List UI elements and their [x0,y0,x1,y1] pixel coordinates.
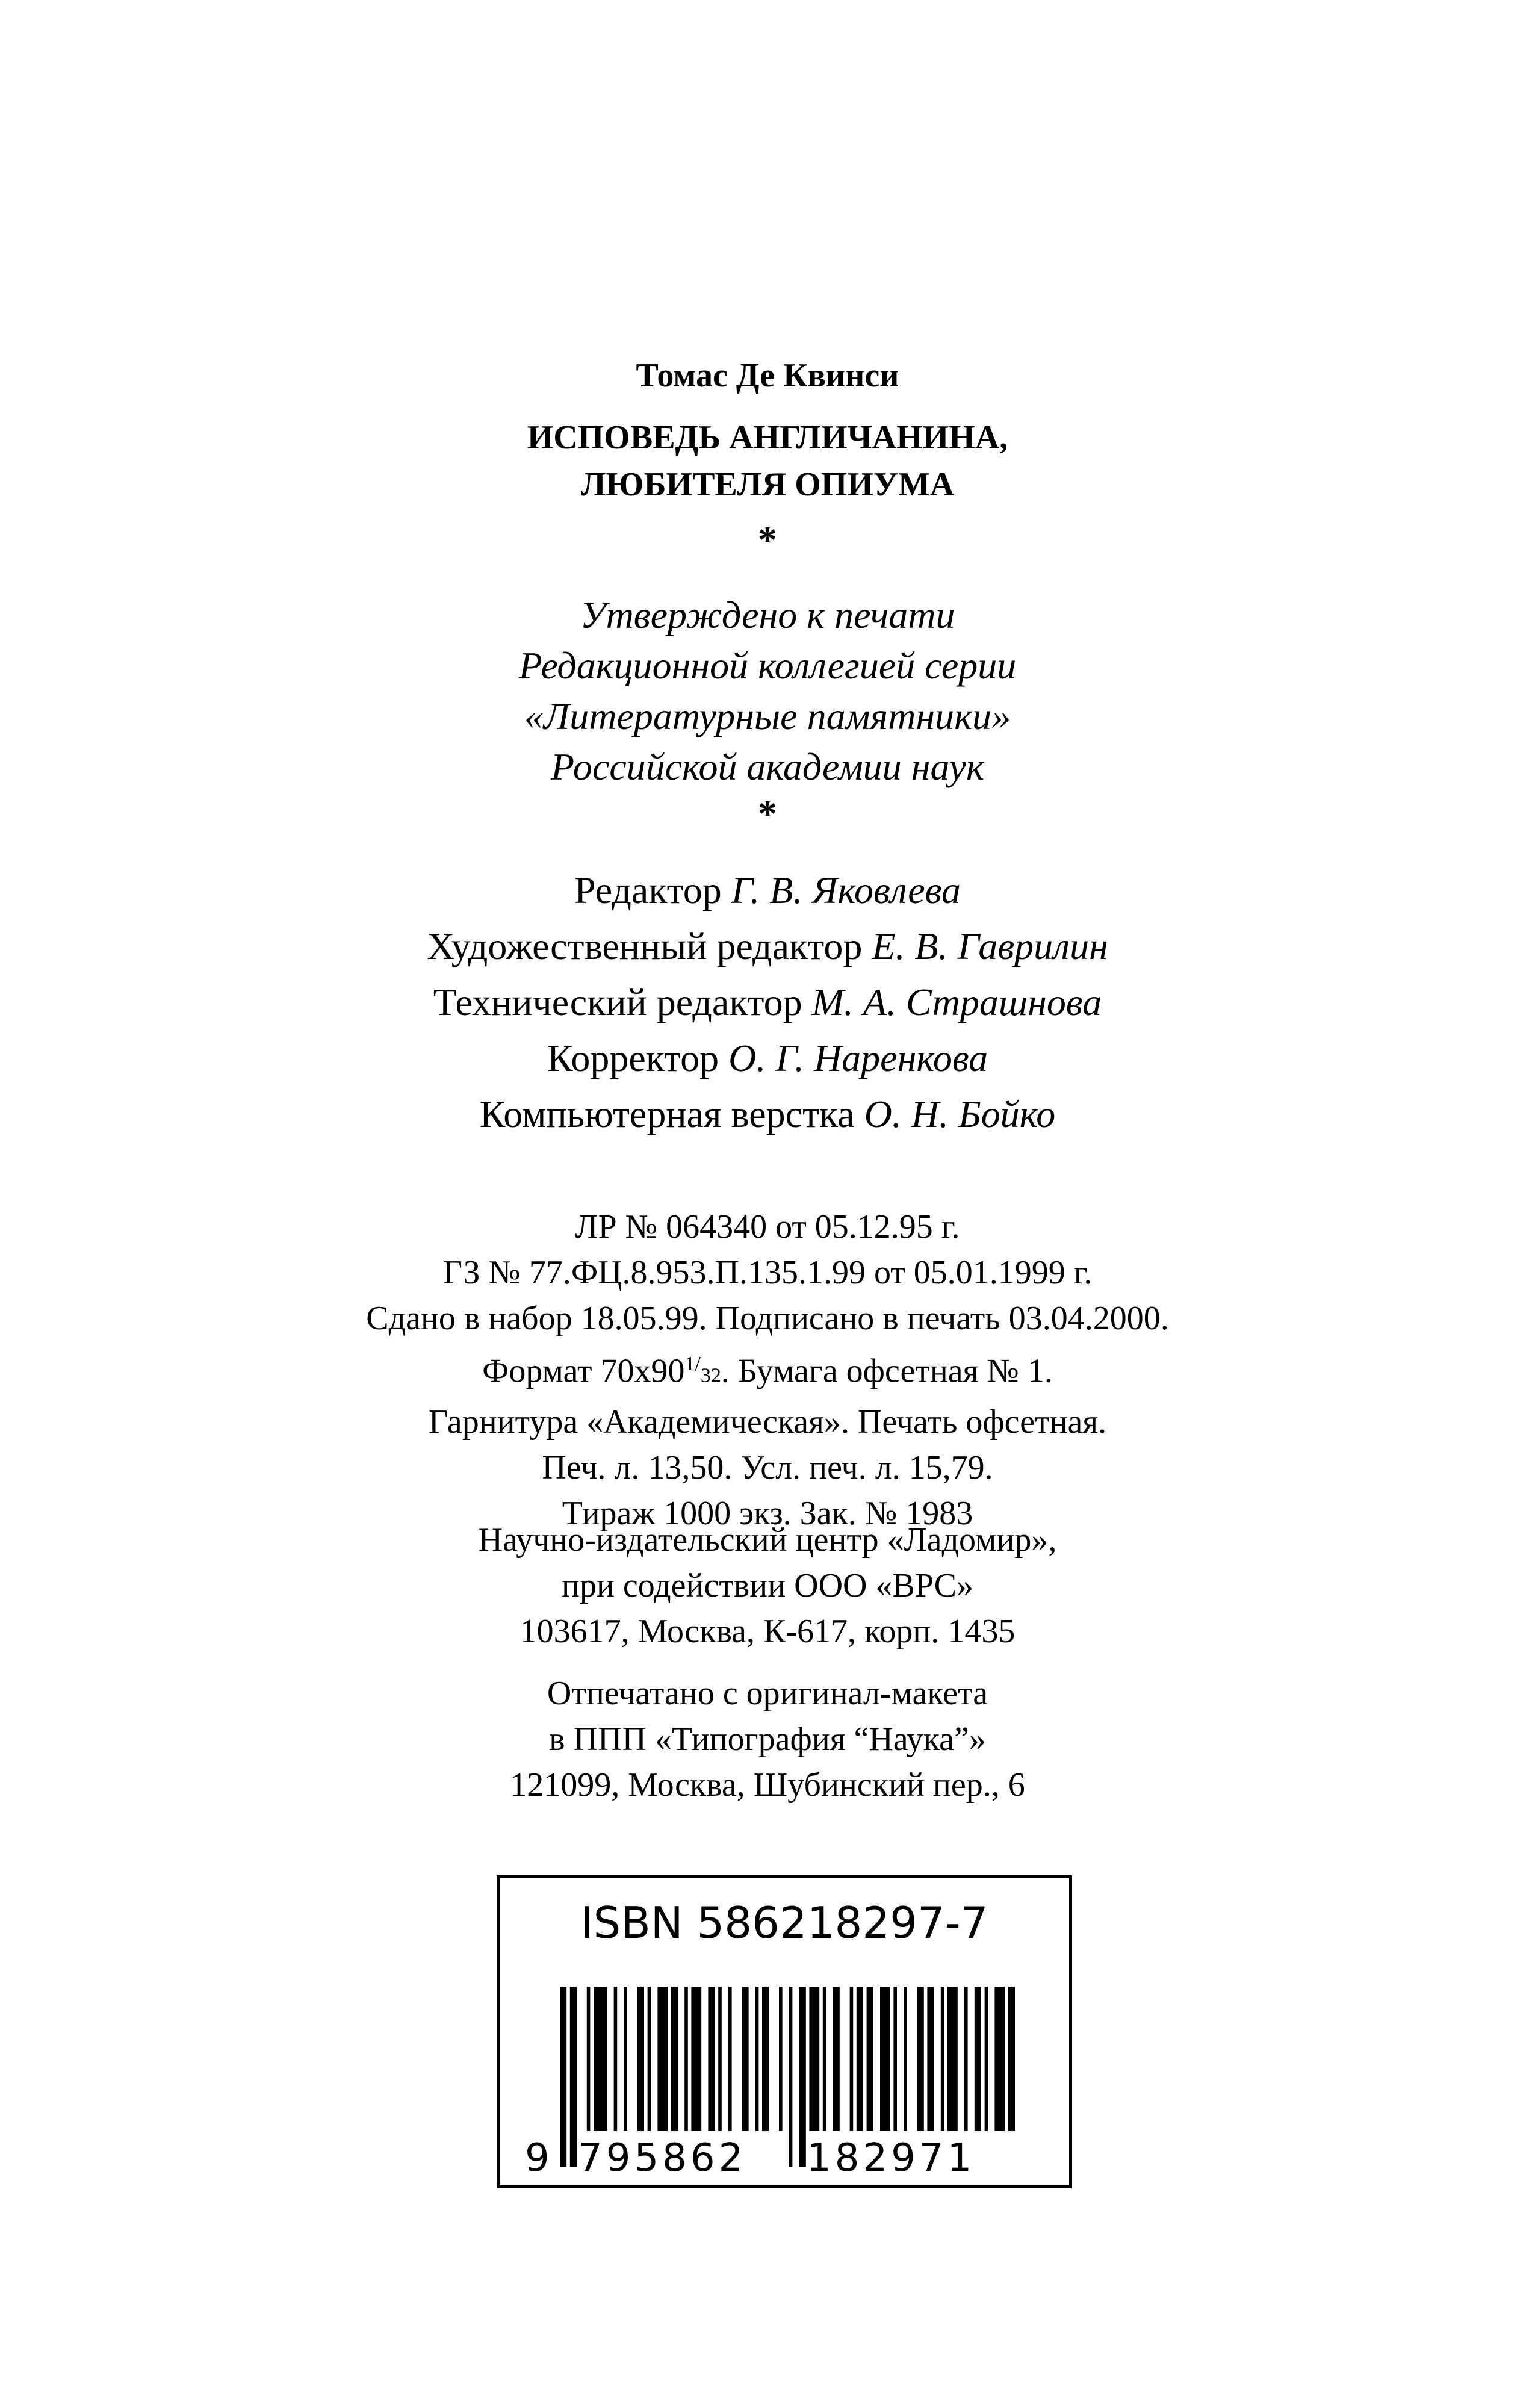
publisher-line: при содействии ООО «ВРС» [561,1567,974,1604]
approval-line: «Литературные памятники» [524,695,1011,737]
credit-role: Компьютерная верстка [479,1093,855,1135]
barcode-bar [657,1987,668,2131]
imprint-block [0,1204,1535,1536]
barcode-bar [917,1987,924,2131]
barcode-bar [941,1987,944,2131]
barcode-bar [691,1987,701,2131]
isbn-number: ISBN 586218297-7 [580,1898,988,1948]
publisher-line: Научно-издательский центр «Ладомир», [478,1521,1057,1559]
dates-line: Сдано в набор 18.05.99. Подписано в печать 03.04.2000. [366,1300,1169,1337]
credit-name: О. Н. Бойко [864,1093,1056,1135]
barcode-bar [1008,1987,1015,2131]
publisher-line: 103617, Москва, К-617, корп. 1435 [519,1613,1016,1650]
barcode [524,1987,1045,2179]
credit-line [0,862,1535,918]
barcode-bar [964,1987,968,2131]
barcode-bar [857,1987,863,2131]
printer-block [0,1671,1535,1808]
barcode-bar [728,1987,732,2131]
credit-role: Редактор [574,869,722,911]
barcode-bar [823,1987,826,2131]
barcode-bar [570,1987,577,2167]
credit-name: М. А. Страшнова [811,981,1102,1023]
title-line: ЛЮБИТЕЛЯ ОПИУМА [580,466,955,503]
barcode-bar [994,1987,1005,2131]
printer-line: 121099, Москва, Шубинский пер., 6 [510,1766,1025,1804]
barcode-bar [975,1987,981,2131]
barcode-bar [587,1987,591,2131]
typeface-line: Гарнитура «Академическая». Печать офсетная. [428,1403,1107,1441]
barcode-bar [880,1987,890,2131]
format-line [0,1341,1535,1399]
barcode-bar [893,1987,897,2131]
barcode-digit-prefix: 9 [525,2136,550,2179]
barcode-bar [708,1987,715,2131]
publisher-block [0,1517,1535,1654]
barcode-bar [624,1987,627,2131]
barcode-bar [779,1987,783,2131]
barcode-bar [755,1987,759,2131]
sheets-line: Печ. л. 13,50. Усл. печ. л. 15,79. [542,1448,993,1486]
barcode-bar [799,1987,806,2167]
barcode-bar [850,1987,854,2131]
barcode-bar [614,1987,618,2131]
barcode-bar [742,1987,748,2131]
approval-line: Утверждено к печати [580,594,955,636]
credit-line [0,1030,1535,1086]
approval-line: Российской академии наук [551,745,984,788]
barcode-bar [594,1987,607,2131]
barcode-bar [904,1987,907,2131]
barcode-digits-right: 182971 [807,2136,976,2179]
credit-name: Е. В. Гаврилин [872,925,1108,967]
printer-line: в ППП «Типография “Наука”» [549,1721,986,1758]
credit-line [0,974,1535,1030]
barcode-bar [671,1987,678,2131]
credit-role: Корректор [547,1037,719,1079]
barcode-digits-left: 795862 [578,2136,747,2179]
credit-role: Технический редактор [433,981,802,1023]
barcode-bar [637,1987,644,2131]
format-prefix: Формат 70x90 [482,1352,685,1390]
format-fraction-top: 1/ [684,1353,701,1375]
credits-list [0,862,1535,1142]
credit-line [0,1086,1535,1142]
printer-line: Отпечатано с оригинал-макета [547,1675,988,1712]
credit-line [0,918,1535,974]
barcode-bar [833,1987,840,2131]
barcode-bar [789,1987,793,2167]
circulation-line: Тираж 1000 экз. Зак. № 1983 [562,1494,973,1532]
barcode-bar [947,1987,958,2131]
credit-name: О. Г. Наренкова [728,1037,988,1079]
gz-line: ГЗ № 77.ФЦ.8.953.П.135.1.99 от 05.01.1999 г. [442,1254,1093,1291]
barcode-bar [648,1987,651,2131]
credit-role: Художественный редактор [427,925,863,967]
barcode-bar [927,1987,934,2131]
book-title [0,414,1535,508]
isbn-box [497,1875,1072,2188]
format-fraction-bottom: 32 [700,1364,721,1387]
author-name: Томас Де Квинси [636,357,899,394]
barcode-bar [809,1987,819,2131]
approval-note [0,590,1535,792]
barcode-bar [867,1987,873,2131]
license-line: ЛР № 064340 от 05.12.95 г. [575,1208,960,1246]
approval-line: Редакционной коллегией серии [518,644,1017,687]
credit-name: Г. В. Яковлева [731,869,961,911]
separator-star: * [758,518,777,561]
barcode-bar [985,1987,988,2131]
format-suffix: . Бумага офсетная № 1. [721,1352,1053,1390]
barcode-bar [684,1987,688,2131]
barcode-bar [560,1987,566,2167]
barcode-bar [718,1987,722,2131]
barcode-bar [762,1987,769,2131]
separator-star: * [758,792,777,835]
title-line: ИСПОВЕДЬ АНГЛИЧАНИНА, [527,419,1008,456]
